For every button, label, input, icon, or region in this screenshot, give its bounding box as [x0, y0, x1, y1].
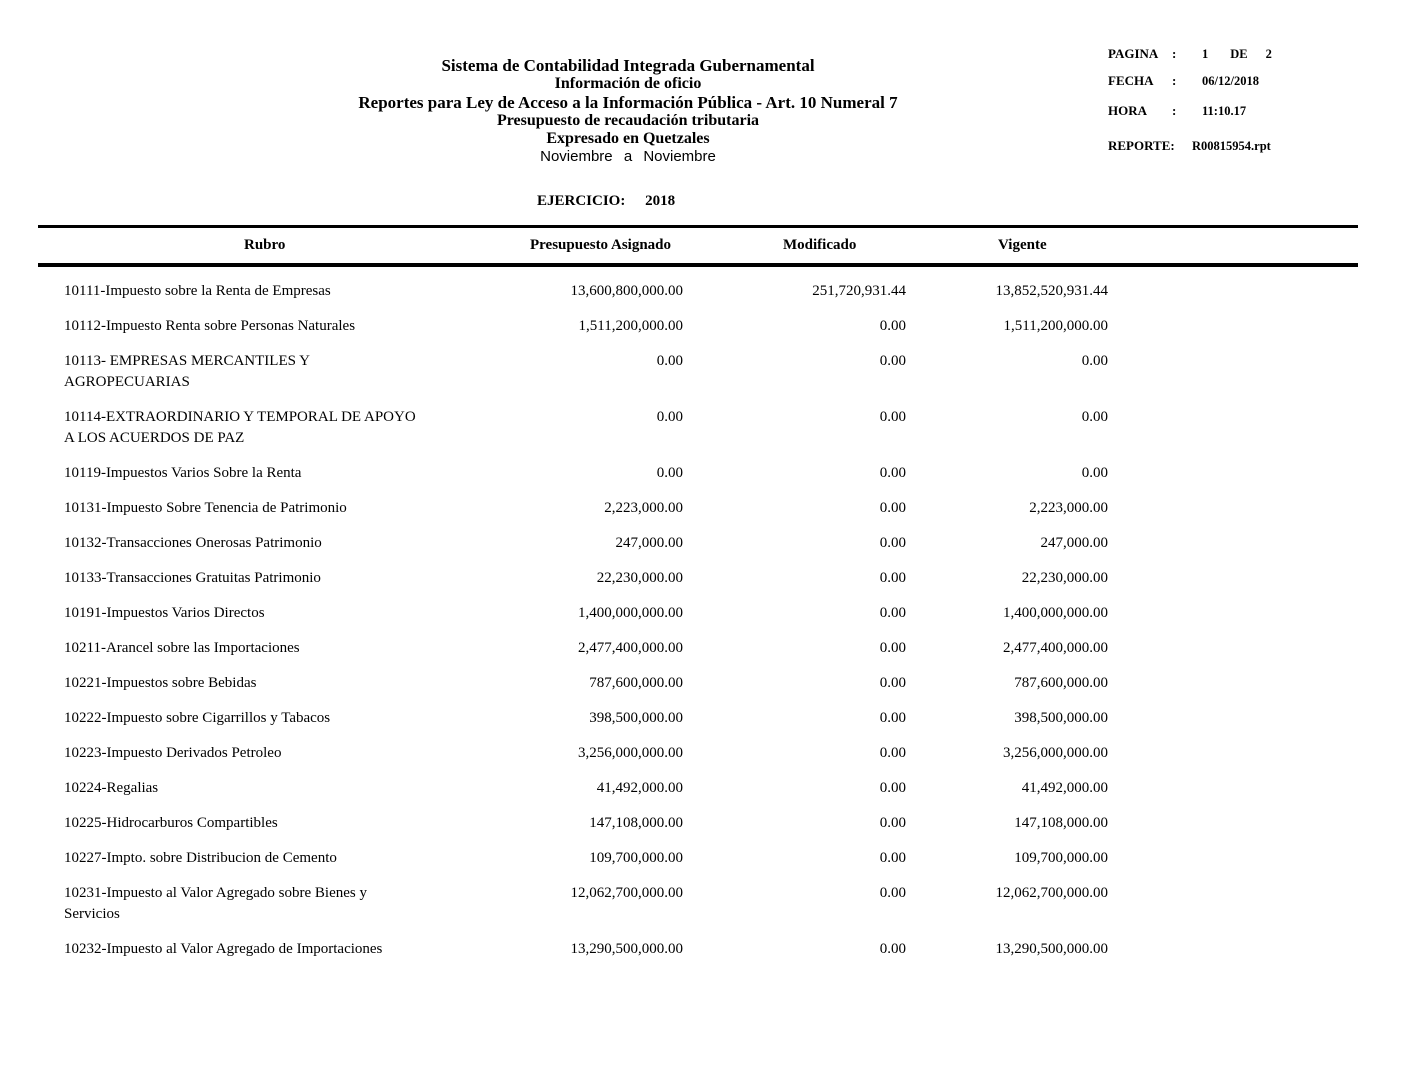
- table-header: [38, 225, 1358, 267]
- table-row: [38, 834, 1358, 869]
- column-header-presupuesto-asignado: Presupuesto Asignado: [530, 237, 672, 253]
- table-row: [38, 554, 1358, 589]
- rubro-cell: 10119-Impuestos Varios Sobre la Renta: [64, 465, 302, 481]
- asignado-cell: 3,256,000,000.00: [578, 745, 683, 761]
- pagina-value: 1: [1202, 47, 1209, 61]
- asignado-cell: 41,492,000.00: [596, 780, 683, 796]
- vigente-cell: 22,230,000.00: [1021, 570, 1108, 586]
- table-row: [38, 393, 1358, 449]
- asignado-cell: 22,230,000.00: [596, 570, 683, 586]
- pagina-de-label: DE: [1230, 47, 1248, 61]
- vigente-cell: 398,500,000.00: [1014, 710, 1108, 726]
- report-title-system: Sistema de Contabilidad Integrada Gubernamental: [441, 56, 815, 75]
- asignado-cell: 1,400,000,000.00: [578, 605, 683, 621]
- pagina-total: 2: [1265, 47, 1272, 61]
- vigente-cell: 12,062,700,000.00: [995, 885, 1108, 901]
- asignado-cell: 13,290,500,000.00: [570, 941, 683, 957]
- modificado-cell: 0.00: [879, 710, 906, 726]
- rubro-cell: 10227-Impto. sobre Distribucion de Cemento: [64, 850, 337, 866]
- ejercicio-line: [537, 193, 675, 210]
- modificado-cell: 0.00: [879, 640, 906, 656]
- asignado-cell: 147,108,000.00: [589, 815, 683, 831]
- modificado-cell: 0.00: [879, 745, 906, 761]
- table-row: [38, 925, 1358, 960]
- rubro-cell: 10112-Impuesto Renta sobre Personas Naturales: [64, 318, 356, 334]
- modificado-cell: 0.00: [879, 318, 906, 334]
- rubro-cell: 10222-Impuesto sobre Cigarrillos y Tabacos: [64, 710, 331, 726]
- rubro-cell: 10231-Impuesto al Valor Agregado sobre Bienes y Servicios: [64, 885, 367, 922]
- table-row: [38, 869, 1358, 925]
- meta-fecha-row: [1108, 73, 1272, 89]
- table-body: [38, 267, 1358, 960]
- hora-label: HORA: [1108, 103, 1147, 118]
- rubro-cell: 10211-Arancel sobre las Importaciones: [64, 640, 300, 656]
- asignado-cell: 2,477,400,000.00: [578, 640, 683, 656]
- fecha-label: FECHA: [1108, 73, 1154, 88]
- modificado-cell: 0.00: [879, 605, 906, 621]
- asignado-cell: 0.00: [656, 353, 683, 369]
- fecha-colon: :: [1172, 73, 1177, 88]
- rubro-cell: 10221-Impuestos sobre Bebidas: [64, 675, 257, 691]
- table-row: [38, 519, 1358, 554]
- asignado-cell: 247,000.00: [615, 535, 683, 551]
- table-row: [38, 302, 1358, 337]
- rubro-cell: 10224-Regalias: [64, 780, 159, 796]
- rubro-cell: 10132-Transacciones Onerosas Patrimonio: [64, 535, 322, 551]
- rubro-cell: 10225-Hidrocarburos Compartibles: [64, 815, 278, 831]
- hora-colon: :: [1172, 103, 1177, 118]
- vigente-cell: 2,477,400,000.00: [1003, 640, 1108, 656]
- report-title-currency: Expresado en Quetzales: [546, 130, 710, 147]
- column-header-rubro: Rubro: [244, 237, 286, 253]
- meta-hora-row: [1108, 103, 1272, 119]
- table-row: [38, 624, 1358, 659]
- pagina-label: PAGINA: [1108, 46, 1159, 61]
- report-title-subject: Presupuesto de recaudación tributaria: [496, 112, 760, 129]
- report-title-block: [0, 56, 1256, 166]
- report-date-range: Noviembre a Noviembre: [540, 148, 716, 165]
- modificado-cell: 0.00: [879, 500, 906, 516]
- asignado-cell: 787,600,000.00: [589, 675, 683, 691]
- vigente-cell: 787,600,000.00: [1014, 675, 1108, 691]
- modificado-cell: 0.00: [879, 353, 906, 369]
- vigente-cell: 13,290,500,000.00: [995, 941, 1108, 957]
- column-header-modificado: Modificado: [783, 237, 857, 253]
- rubro-cell: 10131-Impuesto Sobre Tenencia de Patrimonio: [64, 500, 347, 516]
- table-row: [38, 799, 1358, 834]
- vigente-cell: 109,700,000.00: [1014, 850, 1108, 866]
- rubro-cell: 10113- EMPRESAS MERCANTILES Y AGROPECUARIAS: [64, 353, 310, 390]
- modificado-cell: 251,720,931.44: [812, 283, 906, 299]
- vigente-cell: 13,852,520,931.44: [995, 283, 1108, 299]
- modificado-cell: 0.00: [879, 535, 906, 551]
- ejercicio-value: 2018: [645, 193, 676, 209]
- modificado-cell: 0.00: [879, 941, 906, 957]
- asignado-cell: 12,062,700,000.00: [570, 885, 683, 901]
- table-row: [38, 589, 1358, 624]
- asignado-cell: 0.00: [656, 409, 683, 425]
- vigente-cell: 41,492,000.00: [1021, 780, 1108, 796]
- table-row: [38, 337, 1358, 393]
- vigente-cell: 0.00: [1081, 353, 1108, 369]
- ejercicio-label: EJERCICIO:: [537, 193, 626, 209]
- modificado-cell: 0.00: [879, 780, 906, 796]
- rubro-cell: 10223-Impuesto Derivados Petroleo: [64, 745, 282, 761]
- vigente-cell: 2,223,000.00: [1029, 500, 1108, 516]
- modificado-cell: 0.00: [879, 885, 906, 901]
- rubro-cell: 10191-Impuestos Varios Directos: [64, 605, 265, 621]
- asignado-cell: 13,600,800,000.00: [570, 283, 683, 299]
- table-row: [38, 694, 1358, 729]
- modificado-cell: 0.00: [879, 570, 906, 586]
- vigente-cell: 3,256,000,000.00: [1003, 745, 1108, 761]
- meta-pagina-row: [1108, 46, 1272, 62]
- vigente-cell: 147,108,000.00: [1014, 815, 1108, 831]
- meta-reporte-row: [1108, 138, 1272, 154]
- column-header-vigente: Vigente: [998, 237, 1047, 253]
- rubro-cell: 10133-Transacciones Gratuitas Patrimonio: [64, 570, 321, 586]
- report-title-law: Reportes para Ley de Acceso a la Información Pública - Art. 10 Numeral 7: [358, 93, 898, 112]
- modificado-cell: 0.00: [879, 815, 906, 831]
- vigente-cell: 0.00: [1081, 465, 1108, 481]
- asignado-cell: 109,700,000.00: [589, 850, 683, 866]
- vigente-cell: 1,511,200,000.00: [1003, 318, 1108, 334]
- rubro-cell: 10114-EXTRAORDINARIO Y TEMPORAL DE APOYO A LOS ACUERDOS DE PAZ: [64, 409, 416, 446]
- reporte-value: R00815954.rpt: [1192, 139, 1271, 153]
- asignado-cell: 398,500,000.00: [589, 710, 683, 726]
- reporte-label: REPORTE:: [1108, 138, 1175, 153]
- modificado-cell: 0.00: [879, 465, 906, 481]
- report-title-info: Información de oficio: [554, 75, 702, 92]
- modificado-cell: 0.00: [879, 675, 906, 691]
- table-row: [38, 764, 1358, 799]
- table-row: [38, 449, 1358, 484]
- table-row: [38, 484, 1358, 519]
- asignado-cell: 1,511,200,000.00: [578, 318, 683, 334]
- fecha-value: 06/12/2018: [1202, 74, 1259, 88]
- rubro-cell: 10232-Impuesto al Valor Agregado de Importaciones: [64, 941, 383, 957]
- rubro-cell: 10111-Impuesto sobre la Renta de Empresas: [64, 283, 331, 299]
- pagina-colon: :: [1172, 46, 1177, 61]
- modificado-cell: 0.00: [879, 409, 906, 425]
- table-row: [38, 267, 1358, 302]
- vigente-cell: 1,400,000,000.00: [1003, 605, 1108, 621]
- asignado-cell: 2,223,000.00: [604, 500, 683, 516]
- modificado-cell: 0.00: [879, 850, 906, 866]
- table-row: [38, 659, 1358, 694]
- report-meta: [1108, 46, 1272, 154]
- table-row: [38, 729, 1358, 764]
- asignado-cell: 0.00: [656, 465, 683, 481]
- hora-value: 11:10.17: [1202, 104, 1247, 118]
- vigente-cell: 247,000.00: [1040, 535, 1108, 551]
- vigente-cell: 0.00: [1081, 409, 1108, 425]
